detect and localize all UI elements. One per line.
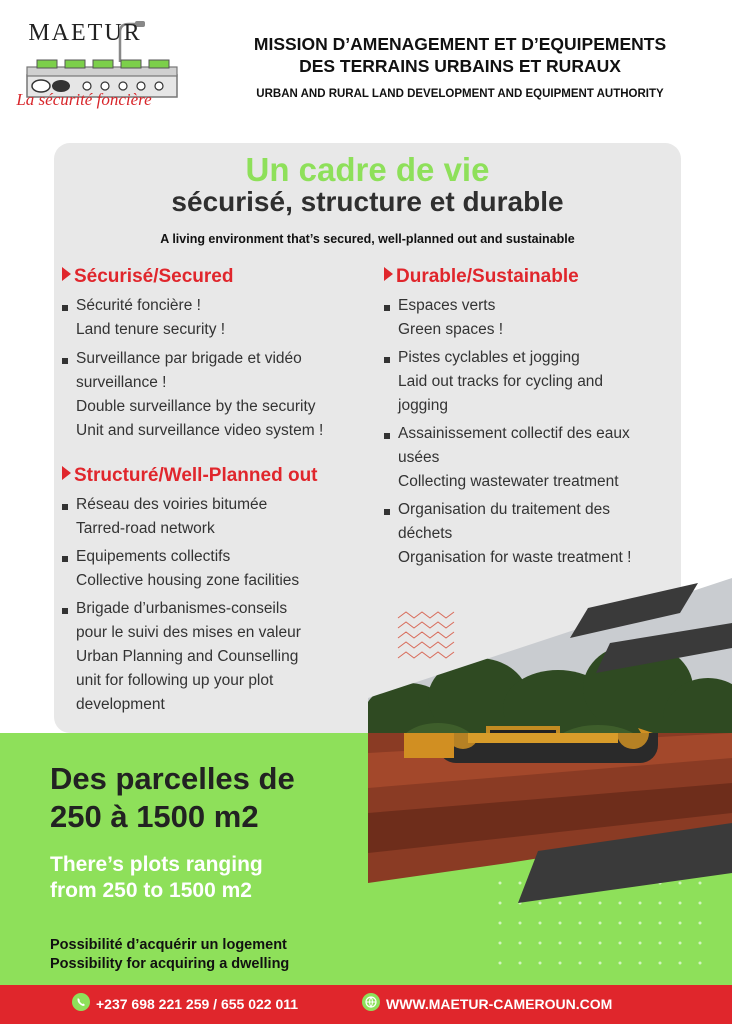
triangle-bullet-icon — [384, 267, 393, 281]
square-bullet-icon — [62, 358, 68, 364]
hero-title-line2: sécurisé, structure et durable — [171, 186, 564, 217]
bulldozer-photo-lower — [368, 733, 732, 985]
plots-size-english-line2: from 250 to 1500 m2 — [50, 879, 252, 902]
organization-title-line2: DES TERRAINS URBAINS ET RURAUX — [299, 56, 621, 76]
plots-size-english — [50, 852, 263, 904]
item-text: Sécurité foncière ! Land tenure security ! — [76, 297, 226, 338]
section-structured-title — [62, 465, 372, 487]
logo-name: MAETUR — [28, 20, 142, 46]
item-text: Brigade d’urbanismes-conseils pour le suivi des mises en valeur Urban Planning and Counselling unit for following up your plot development — [76, 600, 301, 713]
list-item — [62, 347, 362, 443]
plots-size-heading-line1: Des parcelles de — [50, 761, 295, 796]
plots-size-heading — [50, 760, 295, 836]
dwelling-note — [50, 936, 289, 974]
list-item — [384, 422, 680, 494]
whatsapp-phone-icon — [72, 993, 90, 1011]
section-secured-title-text: Sécurisé/Secured — [74, 266, 234, 287]
logo-tagline: La sécurité foncière — [16, 90, 152, 109]
list-item — [384, 346, 680, 418]
footer-phone[interactable]: +237 698 221 259 / 655 022 011 — [96, 996, 299, 1012]
list-item — [62, 597, 372, 717]
item-text: Surveillance par brigade et vidéo surveillance ! Double surveillance by the security Unit and surveillance video system ! — [76, 350, 324, 439]
square-bullet-icon — [384, 509, 390, 515]
list-item — [384, 498, 680, 570]
dwelling-note-line1: Possibilité d’acquérir un logement — [50, 937, 287, 953]
triangle-bullet-icon — [62, 267, 71, 281]
section-structured-title-text: Structuré/Well-Planned out — [74, 465, 318, 486]
item-text: Equipements collectifs Collective housing zone facilities — [76, 548, 300, 589]
square-bullet-icon — [384, 433, 390, 439]
item-text: Assainissement collectif des eaux usées Collecting wastewater treatment — [398, 425, 630, 490]
section-structured — [62, 465, 372, 717]
square-bullet-icon — [62, 608, 68, 614]
square-bullet-icon — [384, 305, 390, 311]
list-item — [384, 294, 680, 342]
section-secured — [62, 266, 362, 443]
item-text: Pistes cyclables et jogging Laid out tracks for cycling and jogging — [398, 349, 604, 414]
list-item — [62, 545, 372, 593]
section-sustainable — [384, 266, 680, 570]
dwelling-note-line2: Possibility for acquiring a dwelling — [50, 956, 290, 972]
hero-english-subtitle: A living environment that’s secured, well-planned out and sustainable — [160, 232, 575, 246]
item-text: Réseau des voiries bitumée Tarred-road network — [76, 496, 268, 537]
item-text: Espaces verts Green spaces ! — [398, 297, 504, 338]
plots-size-english-line1: There’s plots ranging — [50, 853, 263, 876]
hero-title-line1: Un cadre de vie — [245, 151, 490, 188]
square-bullet-icon — [62, 504, 68, 510]
list-item — [62, 493, 372, 541]
list-item — [62, 294, 362, 342]
organization-title-line1: MISSION D’AMENAGEMENT ET D’EQUIPEMENTS — [253, 34, 667, 54]
plots-size-heading-line2: 250 à 1500 m2 — [50, 799, 259, 834]
section-sustainable-title — [384, 266, 680, 288]
section-sustainable-title-text: Durable/Sustainable — [396, 266, 579, 287]
square-bullet-icon — [62, 556, 68, 562]
globe-icon — [362, 993, 380, 1011]
item-text: Organisation du traitement des déchets Organisation for waste treatment ! — [398, 501, 632, 566]
footer-website-link[interactable]: WWW.MAETUR-CAMEROUN.COM — [386, 996, 613, 1012]
square-bullet-icon — [62, 305, 68, 311]
section-secured-title — [62, 266, 362, 288]
square-bullet-icon — [384, 357, 390, 363]
organization-subtitle: URBAN AND RURAL LAND DEVELOPMENT AND EQUIPMENT AUTHORITY — [256, 88, 664, 100]
organization-title — [200, 33, 720, 77]
triangle-bullet-icon — [62, 466, 71, 480]
